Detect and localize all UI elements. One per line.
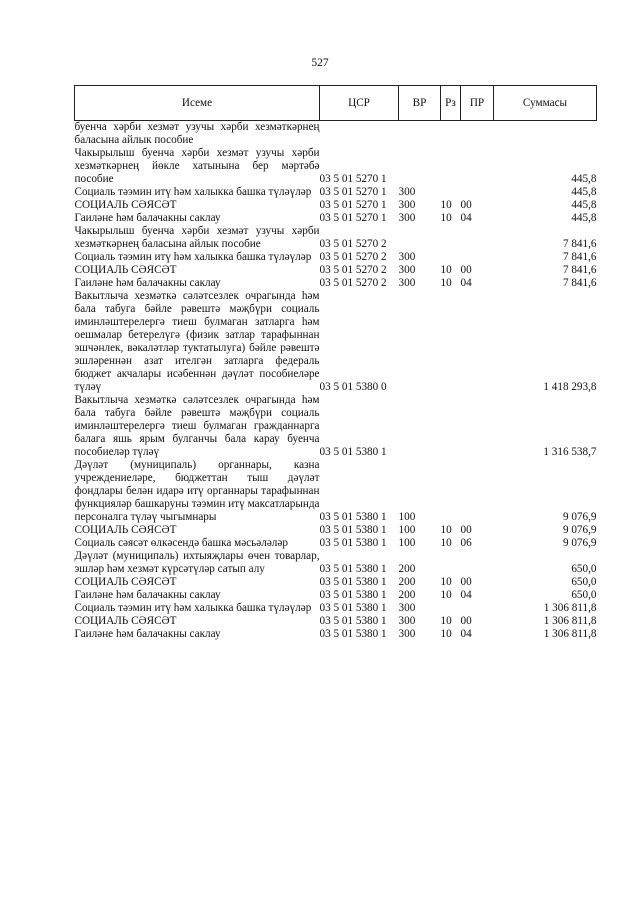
- cell-sum: 7 841,6: [562, 264, 597, 276]
- cell-name: Социаль тәэмин итү һәм халыкка башка түләүләр: [74, 251, 312, 263]
- cell-csr: 03 5 01 5380 1: [319, 563, 387, 575]
- table-row: [75, 550, 597, 576]
- cell-name: СОЦИАЛЬ СӘЯСӘТ: [74, 524, 177, 536]
- table-row: [75, 602, 597, 615]
- cell-pr: 00: [460, 576, 472, 588]
- cell-name: Гаиләне һәм балачакны саклау: [74, 212, 221, 224]
- page-number: 527: [311, 57, 329, 69]
- cell-vr: 300: [398, 251, 416, 263]
- cell-rz: [441, 459, 461, 524]
- column-header-csr: ЦСР: [320, 86, 399, 121]
- cell-name: Вакытлыча хезмәткә сәләтсезлек очрагында һәм бала табуга бәйле рәвештә мәҗбүри социаль иминләштерелергә тиеш булмаган затларга һәм оешмалар бетерелүгә (физик затлар тарафыннан эшчәнлек, вәкаләтләр туктатылуга) бәйле рәвештә эшләреннән азат ителгән затларга федераль бюджет акчалары исәбеннән дәүләт пособиеләре түләү: [74, 290, 320, 393]
- cell-vr: [399, 147, 441, 186]
- cell-rz: [441, 394, 461, 459]
- cell-sum: 1 306 811,8: [543, 615, 597, 627]
- cell-vr: [399, 290, 441, 394]
- cell-vr: [399, 225, 441, 251]
- cell-name: Дәүләт (муниципаль) ихтыяҗлары өчен товарлар, эшләр һәм хезмәт күрсәтүләр сатып алу: [74, 550, 320, 575]
- table-row: [75, 264, 597, 277]
- table-row: [75, 277, 597, 290]
- cell-name: Гаиләне һәм балачакны саклау: [74, 589, 221, 601]
- cell-rz: 10: [440, 615, 452, 627]
- table-row: [75, 186, 597, 199]
- cell-csr: 03 5 01 5380 0: [319, 381, 387, 393]
- cell-vr: 100: [398, 537, 416, 549]
- cell-csr: 03 5 01 5380 1: [319, 615, 387, 627]
- column-header-rz: Рз: [441, 86, 461, 121]
- cell-name: СОЦИАЛЬ СӘЯСӘТ: [74, 199, 177, 211]
- cell-sum: 1 316 538,7: [543, 446, 597, 458]
- cell-pr: [461, 225, 494, 251]
- table-row: [75, 524, 597, 537]
- cell-vr: 300: [398, 264, 416, 276]
- cell-sum: 1 418 293,8: [543, 381, 597, 393]
- cell-sum: 1 306 811,8: [543, 602, 597, 614]
- cell-pr: 04: [460, 628, 472, 640]
- cell-sum: 445,8: [571, 186, 597, 198]
- table-row: [75, 394, 597, 459]
- cell-vr: 300: [398, 186, 416, 198]
- cell-vr: 300: [398, 212, 416, 224]
- table-row: [75, 537, 597, 550]
- cell-pr: [461, 459, 494, 524]
- cell-csr: 03 5 01 5270 1: [319, 186, 387, 198]
- cell-pr: [461, 251, 494, 264]
- cell-pr: [461, 121, 494, 148]
- cell-sum: 7 841,6: [562, 277, 597, 289]
- cell-name: Чакырылыш буенча хәрби хезмәт узучы хәрби хезмәткәрнең йөкле хатынына бер мәртәбә пособие: [74, 147, 320, 185]
- cell-sum: 650,0: [571, 589, 597, 601]
- cell-rz: [441, 186, 461, 199]
- cell-csr: 03 5 01 5270 2: [319, 264, 387, 276]
- cell-sum: 445,8: [571, 212, 597, 224]
- cell-sum: 1 306 811,8: [543, 628, 597, 640]
- cell-rz: 10: [440, 277, 452, 289]
- cell-vr: 300: [398, 628, 416, 640]
- cell-vr: 100: [398, 524, 416, 536]
- budget-table: [74, 85, 597, 641]
- cell-rz: 10: [440, 576, 452, 588]
- column-header-name: Исеме: [75, 86, 320, 121]
- cell-csr: 03 5 01 5380 1: [319, 524, 387, 536]
- cell-name: Чакырылыш буенча хәрби хезмәт узучы хәрби хезмәткәрнең баласына айлык пособие: [74, 225, 320, 250]
- table-row: [75, 225, 597, 251]
- cell-sum: [494, 121, 597, 148]
- cell-csr: 03 5 01 5380 1: [319, 602, 387, 614]
- cell-name: Дәүләт (муниципаль) органнары, казна учреждениеләре, бюджеттан тыш дәүләт фондлары белән идарә итү органнары тарафыннан функцияләр башкаруны тәэмин итү максатларында персоналга түләү чыгымнары: [74, 459, 320, 523]
- cell-name: Социаль тәэмин итү һәм халыкка башка түләүләр: [74, 186, 312, 198]
- table-row: [75, 147, 597, 186]
- cell-csr: 03 5 01 5270 1: [319, 212, 387, 224]
- cell-pr: 00: [460, 199, 472, 211]
- table-row: [75, 628, 597, 641]
- cell-sum: 9 076,9: [562, 524, 597, 536]
- cell-vr: 300: [398, 199, 416, 211]
- cell-name: Гаиләне һәм балачакны саклау: [74, 628, 221, 640]
- cell-pr: [461, 602, 494, 615]
- cell-vr: 300: [398, 277, 416, 289]
- table-row: [75, 199, 597, 212]
- cell-rz: 10: [440, 264, 452, 276]
- cell-name: СОЦИАЛЬ СӘЯСӘТ: [74, 576, 177, 588]
- column-header-sum: Суммасы: [494, 86, 597, 121]
- cell-rz: 10: [440, 589, 452, 601]
- cell-vr: 300: [398, 615, 416, 627]
- cell-rz: [441, 147, 461, 186]
- cell-pr: [461, 147, 494, 186]
- cell-rz: [441, 121, 461, 148]
- table-row: [75, 589, 597, 602]
- cell-csr: [320, 121, 399, 148]
- cell-pr: [461, 394, 494, 459]
- cell-sum: 9 076,9: [562, 511, 597, 523]
- cell-vr: [399, 394, 441, 459]
- table-row: [75, 290, 597, 394]
- cell-rz: [441, 290, 461, 394]
- cell-sum: 650,0: [571, 563, 597, 575]
- cell-vr: 200: [398, 563, 416, 575]
- cell-csr: 03 5 01 5380 1: [319, 589, 387, 601]
- table-header-row: [75, 86, 597, 121]
- cell-csr: 03 5 01 5380 1: [319, 511, 387, 523]
- cell-rz: 10: [440, 628, 452, 640]
- table-row: [75, 459, 597, 524]
- cell-csr: 03 5 01 5380 1: [319, 537, 387, 549]
- cell-pr: 00: [460, 264, 472, 276]
- cell-rz: [441, 251, 461, 264]
- cell-pr: 00: [460, 615, 472, 627]
- cell-name: Социаль сәясәт өлкәсендә башка мәсьәләләр: [74, 537, 288, 549]
- table-body: [75, 121, 597, 642]
- cell-name: СОЦИАЛЬ СӘЯСӘТ: [74, 615, 177, 627]
- cell-name: буенча хәрби хезмәт узучы хәрби хезмәткәрнең баласына айлык пособие: [74, 121, 320, 146]
- cell-rz: [441, 602, 461, 615]
- cell-sum: 650,0: [571, 576, 597, 588]
- cell-csr: 03 5 01 5270 1: [319, 173, 387, 185]
- cell-vr: 100: [398, 511, 416, 523]
- cell-sum: 7 841,6: [562, 251, 597, 263]
- cell-csr: 03 5 01 5270 2: [319, 251, 387, 263]
- cell-pr: [461, 186, 494, 199]
- table-row: [75, 615, 597, 628]
- cell-rz: [441, 550, 461, 576]
- cell-pr: [461, 290, 494, 394]
- cell-csr: 03 5 01 5270 2: [319, 277, 387, 289]
- cell-rz: [441, 225, 461, 251]
- cell-sum: 445,8: [571, 173, 597, 185]
- table-row: [75, 121, 597, 148]
- cell-vr: 200: [398, 576, 416, 588]
- cell-csr: 03 5 01 5380 1: [319, 628, 387, 640]
- cell-name: Вакытлыча хезмәткә сәләтсезлек очрагында һәм бала табуга бәйле рәвештә мәҗбүри социаль иминләштерелергә тиеш булмаган гражданнарга балага яшь ярым булганчы бала карау буенча пособиеләр түләү: [74, 394, 320, 458]
- cell-sum: 9 076,9: [562, 537, 597, 549]
- cell-vr: 200: [398, 589, 416, 601]
- cell-rz: 10: [440, 212, 452, 224]
- cell-csr: 03 5 01 5380 1: [319, 576, 387, 588]
- cell-csr: 03 5 01 5270 2: [319, 238, 387, 250]
- cell-name: СОЦИАЛЬ СӘЯСӘТ: [74, 264, 177, 276]
- cell-csr: 03 5 01 5380 1: [319, 446, 387, 458]
- cell-sum: 445,8: [571, 199, 597, 211]
- column-header-vr: ВР: [399, 86, 441, 121]
- table-row: [75, 251, 597, 264]
- table-row: [75, 576, 597, 589]
- cell-name: Социаль тәэмин итү һәм халыкка башка түләүләр: [74, 602, 312, 614]
- cell-pr: 04: [460, 212, 472, 224]
- cell-rz: 10: [440, 199, 452, 211]
- cell-pr: 06: [460, 537, 472, 549]
- cell-name: Гаиләне һәм балачакны саклау: [74, 277, 221, 289]
- cell-rz: 10: [440, 537, 452, 549]
- cell-pr: 00: [460, 524, 472, 536]
- cell-vr: [399, 121, 441, 148]
- column-header-pr: ПР: [461, 86, 494, 121]
- cell-csr: 03 5 01 5270 1: [319, 199, 387, 211]
- cell-sum: 7 841,6: [562, 238, 597, 250]
- cell-rz: 10: [440, 524, 452, 536]
- cell-vr: 300: [398, 602, 416, 614]
- cell-pr: 04: [460, 589, 472, 601]
- cell-pr: [461, 550, 494, 576]
- cell-pr: 04: [460, 277, 472, 289]
- table-row: [75, 212, 597, 225]
